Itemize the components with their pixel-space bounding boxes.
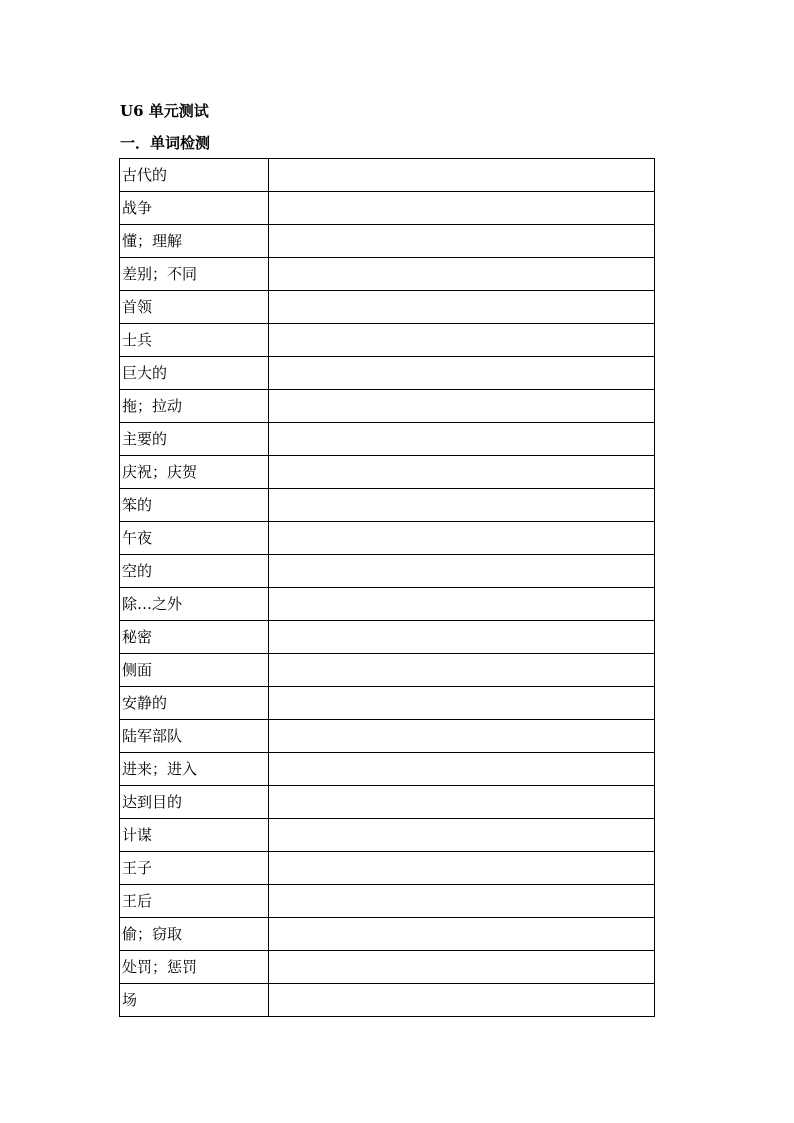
english-answer-cell[interactable]: [269, 621, 655, 654]
english-answer-cell[interactable]: [269, 885, 655, 918]
chinese-word-cell: 懂；理解: [120, 225, 269, 258]
english-answer-cell[interactable]: [269, 192, 655, 225]
english-answer-cell[interactable]: [269, 324, 655, 357]
section-heading: 一．单词检测: [120, 134, 211, 152]
english-answer-cell[interactable]: [269, 291, 655, 324]
chinese-word-cell: 差别；不同: [120, 258, 269, 291]
table-row: [120, 192, 655, 225]
table-row: [120, 654, 655, 687]
chinese-word-cell: 古代的: [120, 159, 269, 192]
table-row: [120, 258, 655, 291]
chinese-word-cell: 主要的: [120, 423, 269, 456]
table-row: [120, 720, 655, 753]
table-row: [120, 951, 655, 984]
table-row: [120, 753, 655, 786]
english-answer-cell[interactable]: [269, 456, 655, 489]
vocabulary-table-body: [120, 159, 655, 1017]
chinese-word-cell: 士兵: [120, 324, 269, 357]
table-row: [120, 918, 655, 951]
table-row: [120, 555, 655, 588]
chinese-word-cell: 秘密: [120, 621, 269, 654]
english-answer-cell[interactable]: [269, 654, 655, 687]
english-answer-cell[interactable]: [269, 951, 655, 984]
english-answer-cell[interactable]: [269, 357, 655, 390]
english-answer-cell[interactable]: [269, 588, 655, 621]
chinese-word-cell: 午夜: [120, 522, 269, 555]
chinese-word-cell: 陆军部队: [120, 720, 269, 753]
english-answer-cell[interactable]: [269, 522, 655, 555]
chinese-word-cell: 计谋: [120, 819, 269, 852]
chinese-word-cell: 达到目的: [120, 786, 269, 819]
english-answer-cell[interactable]: [269, 918, 655, 951]
english-answer-cell[interactable]: [269, 258, 655, 291]
chinese-word-cell: 王子: [120, 852, 269, 885]
table-row: [120, 522, 655, 555]
chinese-word-cell: 偷；窃取: [120, 918, 269, 951]
chinese-word-cell: 处罚；惩罚: [120, 951, 269, 984]
vocabulary-table: [119, 158, 655, 1017]
chinese-word-cell: 笨的: [120, 489, 269, 522]
chinese-word-cell: 侧面: [120, 654, 269, 687]
table-row: [120, 819, 655, 852]
table-row: [120, 588, 655, 621]
english-answer-cell[interactable]: [269, 984, 655, 1017]
english-answer-cell[interactable]: [269, 489, 655, 522]
table-row: [120, 225, 655, 258]
english-answer-cell[interactable]: [269, 225, 655, 258]
table-row: [120, 390, 655, 423]
english-answer-cell[interactable]: [269, 555, 655, 588]
english-answer-cell[interactable]: [269, 852, 655, 885]
table-row: [120, 786, 655, 819]
chinese-word-cell: 安静的: [120, 687, 269, 720]
chinese-word-cell: 除…之外: [120, 588, 269, 621]
table-row: [120, 456, 655, 489]
table-row: [120, 423, 655, 456]
chinese-word-cell: 庆祝；庆贺: [120, 456, 269, 489]
chinese-word-cell: 拖；拉动: [120, 390, 269, 423]
english-answer-cell[interactable]: [269, 159, 655, 192]
english-answer-cell[interactable]: [269, 720, 655, 753]
table-row: [120, 291, 655, 324]
table-row: [120, 984, 655, 1017]
chinese-word-cell: 首领: [120, 291, 269, 324]
table-row: [120, 159, 655, 192]
table-row: [120, 324, 655, 357]
chinese-word-cell: 进来；进入: [120, 753, 269, 786]
page-title: U6 单元测试: [120, 102, 209, 120]
chinese-word-cell: 战争: [120, 192, 269, 225]
english-answer-cell[interactable]: [269, 753, 655, 786]
table-row: [120, 885, 655, 918]
english-answer-cell[interactable]: [269, 423, 655, 456]
table-row: [120, 357, 655, 390]
chinese-word-cell: 场: [120, 984, 269, 1017]
english-answer-cell[interactable]: [269, 786, 655, 819]
table-row: [120, 852, 655, 885]
english-answer-cell[interactable]: [269, 390, 655, 423]
chinese-word-cell: 空的: [120, 555, 269, 588]
table-row: [120, 489, 655, 522]
table-row: [120, 687, 655, 720]
chinese-word-cell: 王后: [120, 885, 269, 918]
english-answer-cell[interactable]: [269, 687, 655, 720]
table-row: [120, 621, 655, 654]
chinese-word-cell: 巨大的: [120, 357, 269, 390]
english-answer-cell[interactable]: [269, 819, 655, 852]
